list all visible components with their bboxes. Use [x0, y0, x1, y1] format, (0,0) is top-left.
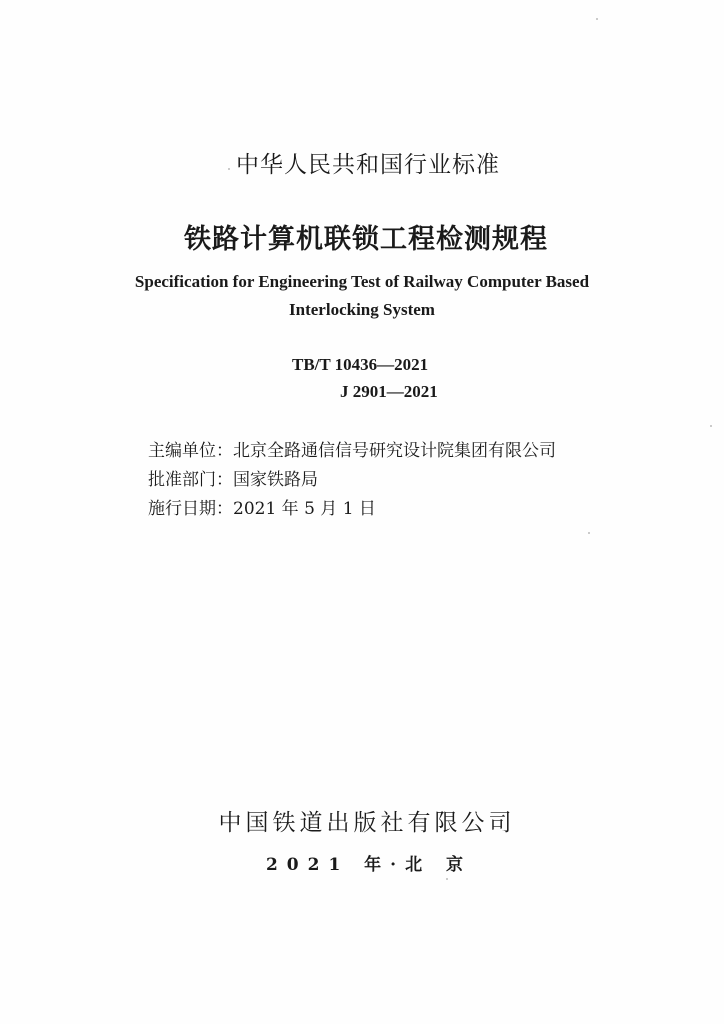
- document-title-en-line1: Specification for Engineering Test of Railway Computer Based: [134, 272, 590, 291]
- approval-department: 批准部门：国家铁路局: [148, 470, 318, 490]
- scan-speck: [596, 18, 598, 20]
- standard-code-secondary: J 2901—2021: [340, 382, 438, 401]
- standard-type-heading: 中华人民共和国行业标准: [236, 152, 500, 178]
- effective-date: 施行日期：2021 年 5 月 1 日: [148, 499, 376, 519]
- standard-code-primary: TB/T 10436—2021: [292, 355, 429, 374]
- document-title-cn: 铁路计算机联锁工程检测规程: [184, 224, 548, 255]
- scan-speck: [446, 878, 448, 880]
- editor-unit: 主编单位：北京全路通信信号研究设计院集团有限公司: [148, 441, 556, 461]
- scan-speck: [588, 532, 590, 534]
- scan-speck: [710, 425, 712, 427]
- publisher-name: 中国铁道出版社有限公司: [218, 810, 516, 836]
- publish-year-place: 2021 年·北 京: [265, 855, 473, 875]
- document-title-en-line2: Interlocking System: [289, 300, 435, 319]
- scan-speck: [228, 168, 230, 170]
